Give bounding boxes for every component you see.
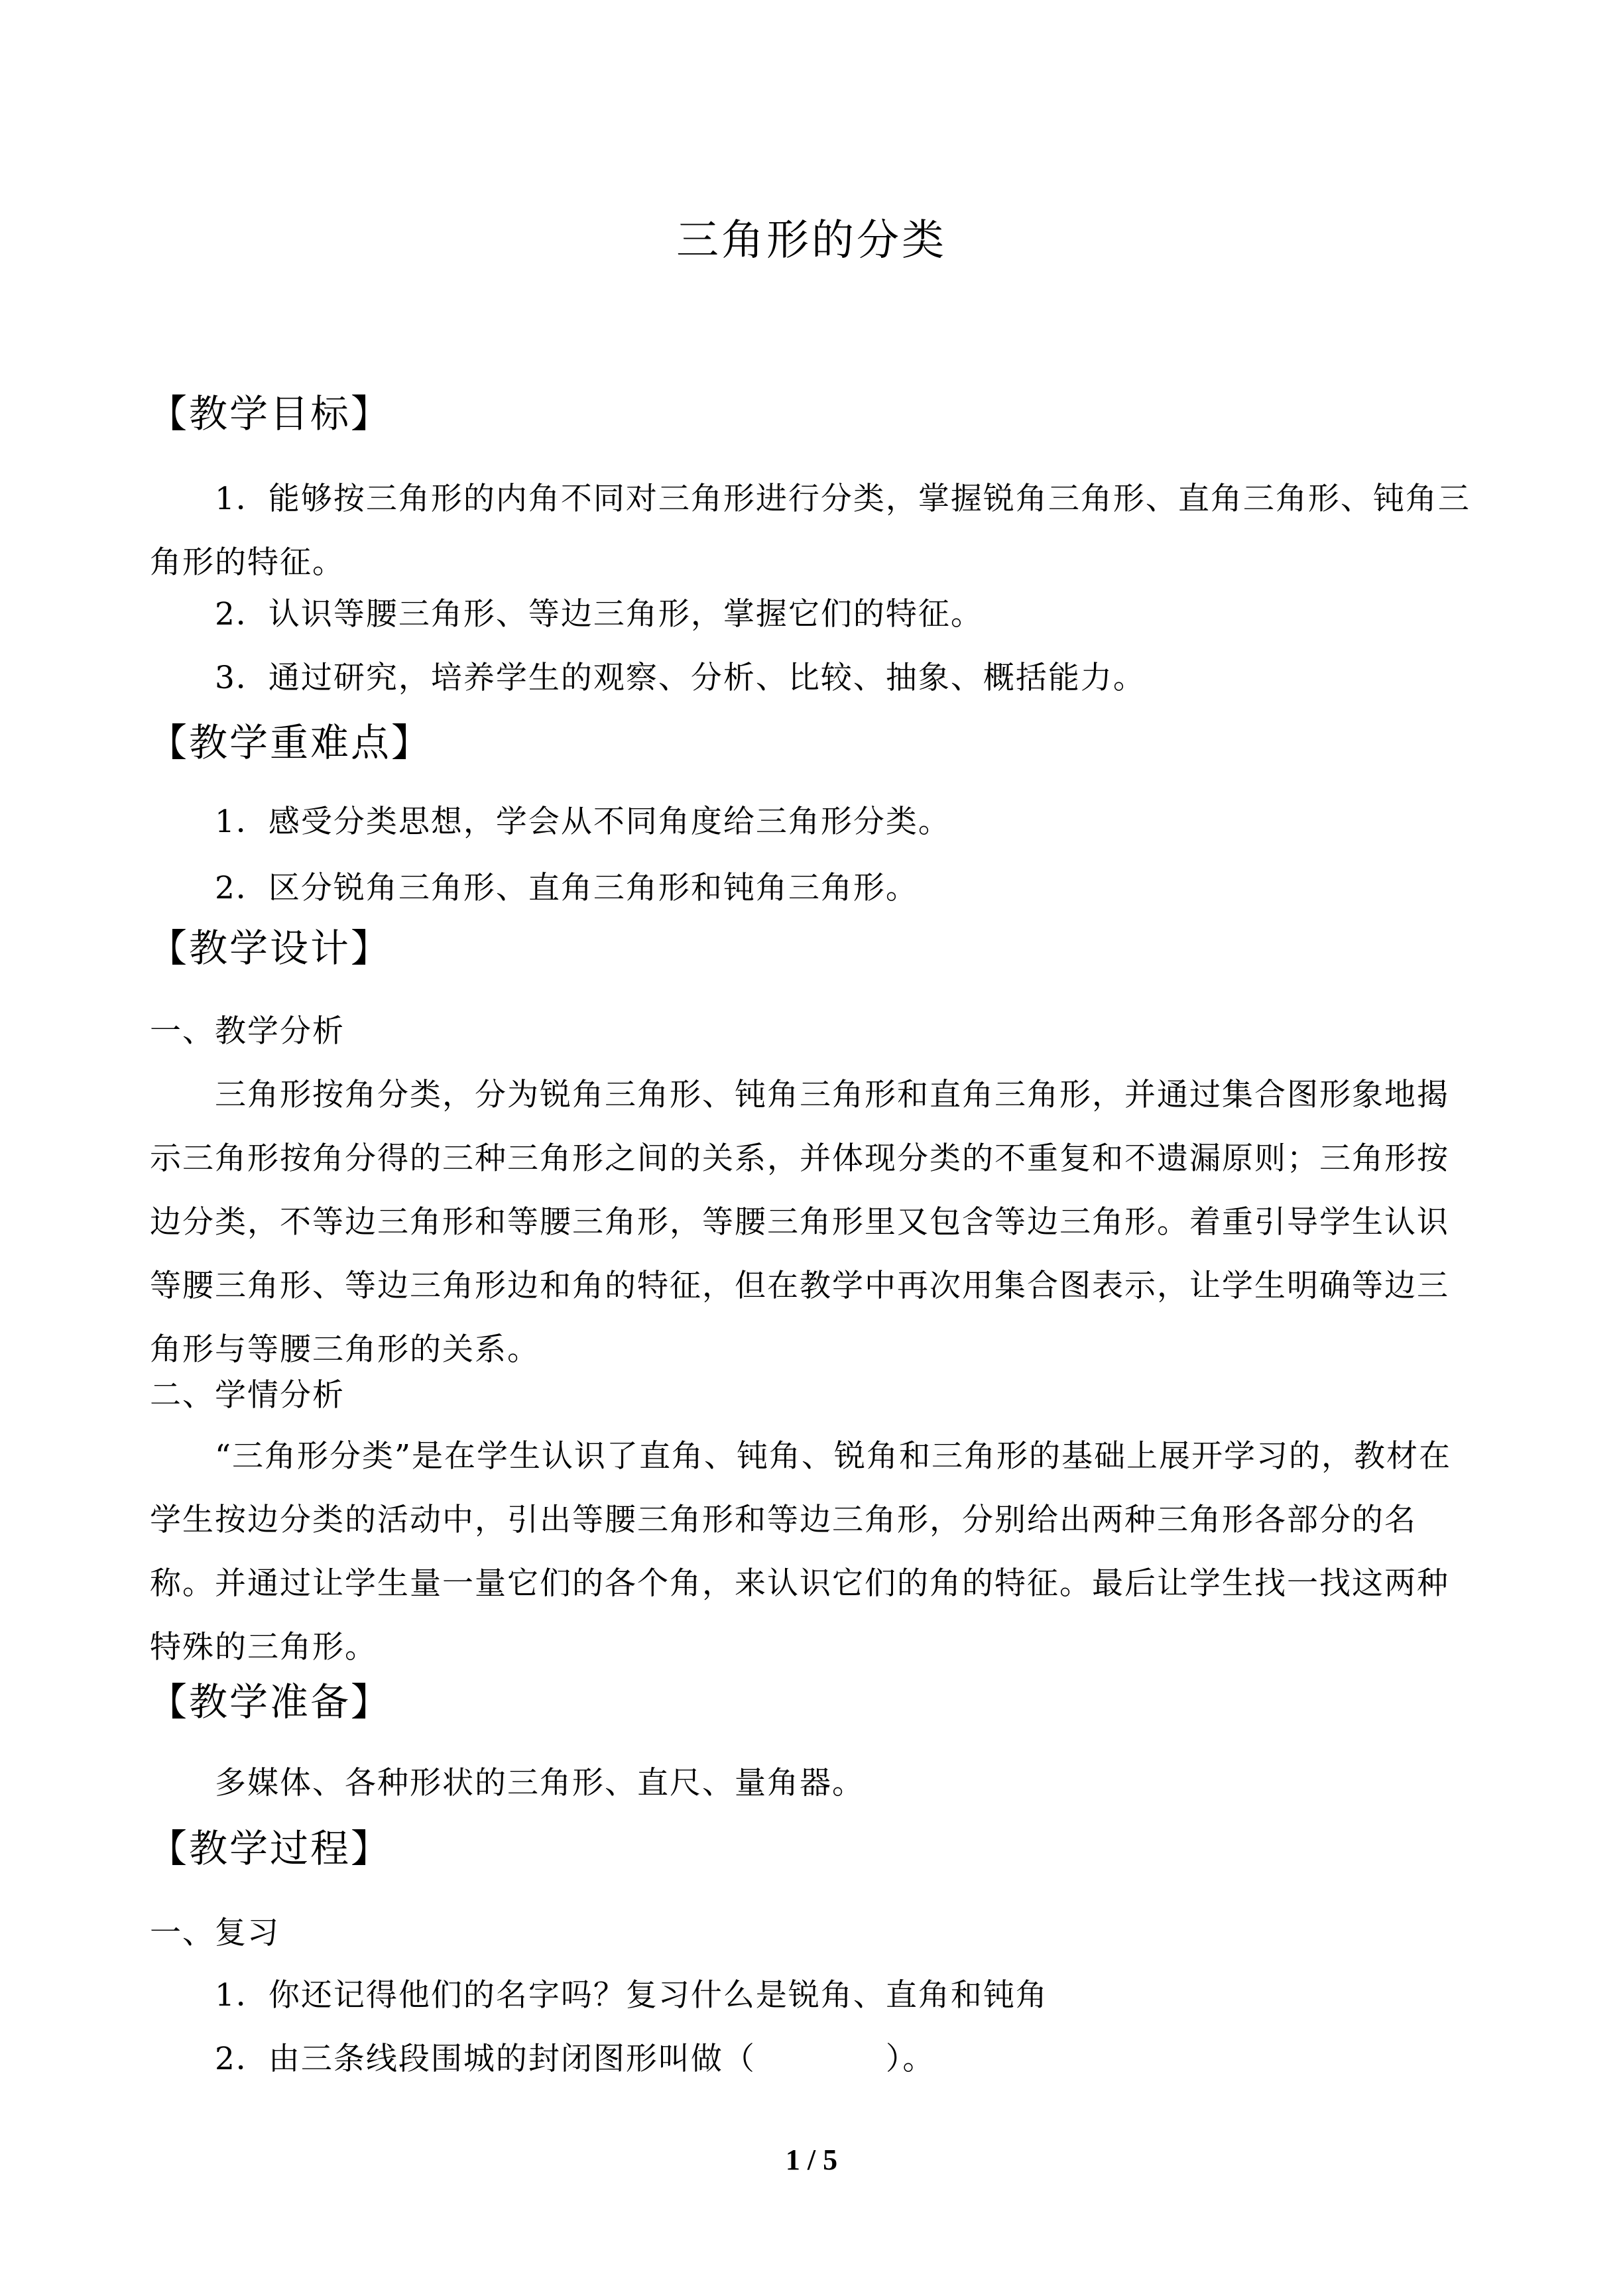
section-heading-design: 【教学设计】: [149, 926, 392, 971]
document-title: 三角形的分类: [676, 216, 947, 265]
objective-item-3: 3．通过研究，培养学生的观察、分析、比较、抽象、概括能力。: [215, 660, 1146, 696]
student-analysis-text: “三角形分类”是在学生认识了直角、钝角、锐角和三角形的基础上展开学习的，教材在学生按边分类的活动中，引出等腰三角形和等边三角形，分别给出两种三角形各部分的名称。并通过让学生量一量它们的各个角，来认识它们的角的特征。最后让学生找一找这两种特殊的三角形。: [150, 1438, 1452, 1665]
section-heading-key-points: 【教学重难点】: [149, 720, 432, 765]
section-heading-preparation: 【教学准备】: [149, 1679, 392, 1724]
subsection-title-review: 一、复习: [150, 1915, 280, 1951]
section-heading-objectives: 【教学目标】: [149, 391, 392, 436]
review-item-2: 2．由三条线段围城的封闭图形叫做（ ）。: [215, 2041, 935, 2077]
objective-item-1: 1．能够按三角形的内角不同对三角形进行分类，掌握锐角三角形、直角三角形、钝角三角形的特征。: [150, 481, 1471, 581]
page-number: 1 / 5: [785, 2144, 838, 2176]
subsection-title-student-analysis: 二、学情分析: [150, 1377, 345, 1414]
key-point-item-1: 1．感受分类思想，学会从不同角度给三角形分类。: [215, 804, 951, 840]
section-heading-process: 【教学过程】: [149, 1826, 392, 1871]
preparation-text: 多媒体、各种形状的三角形、直尺、量角器。: [215, 1765, 865, 1801]
subsection-title-teaching-analysis: 一、教学分析: [150, 1013, 345, 1050]
review-item-1: 1．你还记得他们的名字吗？复习什么是锐角、直角和钝角: [215, 1977, 1048, 2014]
teaching-analysis-text: 三角形按角分类，分为锐角三角形、钝角三角形和直角三角形，并通过集合图形象地揭示三角形按角分得的三种三角形之间的关系，并体现分类的不重复和不遗漏原则；三角形按边分类，不等边三角形和等腰三角形，等腰三角形里又包含等边三角形。着重引导学生认识等腰三角形、等边三角形边和角的特征，但在教学中再次用集合图表示，让学生明确等边三角形与等腰三角形的关系。: [150, 1077, 1449, 1368]
objective-item-2: 2．认识等腰三角形、等边三角形，掌握它们的特征。: [215, 596, 983, 633]
key-point-item-2: 2．区分锐角三角形、直角三角形和钝角三角形。: [215, 870, 918, 906]
